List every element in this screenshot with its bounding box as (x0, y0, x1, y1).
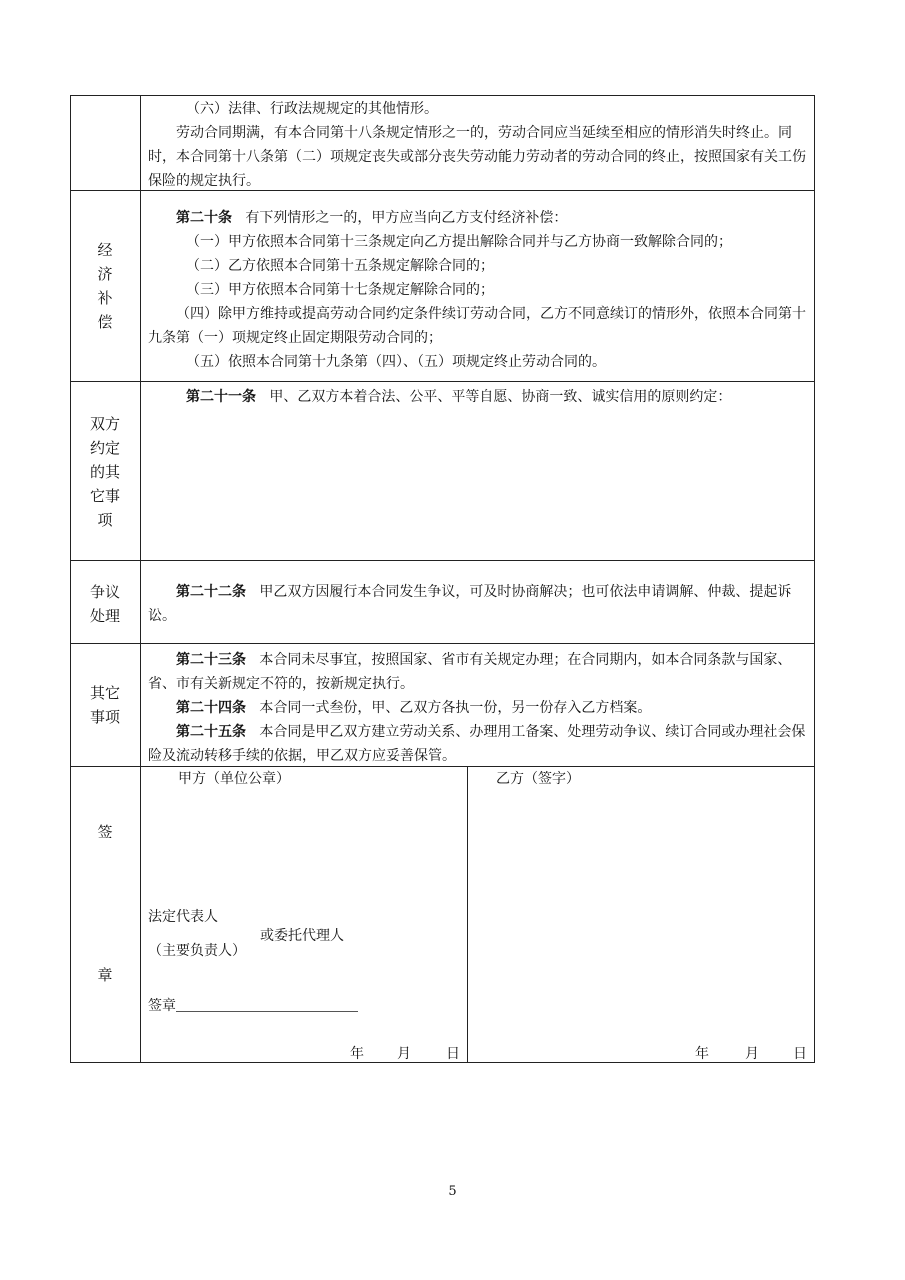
article-text: 本合同一式叁份，甲、乙双方各执一份，另一份存入乙方档案。 (259, 700, 652, 716)
label-char: 补 (97, 289, 113, 307)
label-line: 事项 (89, 708, 120, 726)
legal-representative: 法定代表人 (148, 909, 218, 925)
label-line: 它事 (89, 487, 120, 505)
party-b-label: 乙方（签字） (496, 771, 580, 787)
other-agreements-content (148, 385, 810, 409)
other-matters-content (148, 648, 810, 768)
dispute-content (148, 580, 810, 628)
article-number: 第二十一条 (186, 389, 256, 405)
label-line: 约定 (89, 439, 120, 457)
party-a-year: 年 (350, 1046, 364, 1062)
row-label-sign-bottom: 章 (97, 966, 113, 984)
article-text: 本合同未尽事宜，按照国家、省市有关规定办理；在合同期内，如本合同条款与国家、省、市有关新规定不符的，按新规定执行。 (148, 652, 792, 692)
article-number: 第二十四条 (176, 700, 246, 716)
party-b-month: 月 (745, 1046, 759, 1062)
article-number: 第二十条 (176, 210, 232, 226)
party-a-day: 日 (446, 1046, 460, 1062)
label-char: 偿 (97, 313, 113, 331)
compensation-item-3: （三）甲方依照本合同第十七条规定解除合同的； (186, 282, 494, 298)
label-line: 争议 (89, 583, 120, 601)
article-number: 第二十二条 (176, 584, 246, 600)
label-line: 其它 (89, 684, 120, 702)
seal-blank (176, 997, 358, 1012)
contract-expiry-clause: 劳动合同期满，有本合同第十八条规定情形之一的，劳动合同应当延续至相应的情形消失时终止。同时，本合同第十八条第（二）项规定丧失或部分丧失劳动能力劳动者的劳动合同的终止，按照国家有关工伤保险的规定执行。 (148, 125, 806, 189)
article-text: 有下列情形之一的，甲方应当向乙方支付经济补偿： (245, 210, 568, 226)
termination-continuation (148, 97, 810, 193)
article-24 (148, 696, 810, 720)
label-line: 的其 (89, 463, 120, 481)
label-char: 经 (97, 241, 113, 259)
article-23 (148, 648, 810, 696)
party-b-day: 日 (793, 1046, 807, 1062)
seal-label: 签章 (148, 998, 176, 1014)
row-label-sign-top: 签 (97, 823, 113, 841)
row-divider (70, 560, 815, 561)
party-a-label: 甲方（单位公章） (178, 771, 290, 787)
compensation-item-2: （二）乙方依照本合同第十五条规定解除合同的； (186, 258, 494, 274)
article-number: 第二十三条 (176, 652, 246, 668)
label-char: 济 (97, 265, 113, 283)
compensation-item-1: （一）甲方依照本合同第十三条规定向乙方提出解除合同并与乙方协商一致解除合同的； (186, 234, 732, 250)
article-text: 甲乙双方因履行本合同发生争议，可及时协商解决；也可依法申请调解、仲裁、提起诉讼。 (148, 584, 792, 624)
label-line: 处理 (89, 607, 120, 625)
label-column-divider (140, 95, 141, 1063)
clause-item-six: （六）法律、行政法规规定的其他情形。 (186, 101, 438, 117)
seal-line (148, 995, 358, 1017)
article-21 (148, 385, 810, 409)
table-right-border (814, 95, 815, 1063)
article-text: 本合同是甲乙双方建立劳动关系、办理用工备案、处理劳动争议、续订合同或办理社会保险及流动转移手续的依据，甲乙双方应妥善保管。 (148, 724, 806, 764)
row-label-compensation (70, 238, 140, 334)
entrusted-agent: 或委托代理人 (260, 928, 344, 944)
row-divider (70, 381, 815, 382)
signature-column-divider (467, 766, 468, 1062)
row-label-other-agreements (70, 412, 140, 532)
party-a-month: 月 (397, 1046, 411, 1062)
compensation-item-4: （四）除甲方维持或提高劳动合同约定条件续订劳动合同，乙方不同意续订的情形外，依照本合同第十九条第（一）项规定终止固定期限劳动合同的； (148, 306, 806, 346)
article-text: 甲、乙双方本着合法、公平、平等自愿、协商一致、诚实信用的原则约定： (269, 389, 732, 405)
party-b-year: 年 (695, 1046, 709, 1062)
article-20 (148, 206, 810, 230)
row-label-dispute (70, 580, 140, 628)
compensation-content (148, 206, 810, 374)
row-divider (70, 643, 815, 644)
compensation-item-5: （五）依照本合同第十九条第（四）、（五）项规定终止劳动合同的。 (186, 354, 606, 370)
label-line: 项 (97, 511, 113, 529)
article-22 (148, 580, 810, 628)
page-number: 5 (448, 1184, 457, 1199)
label-line: 双方 (89, 415, 120, 433)
row-label-other-matters (70, 681, 140, 729)
main-responsible-person: （主要负责人） (148, 943, 246, 959)
table-top-border (70, 95, 815, 96)
article-number: 第二十五条 (176, 724, 246, 740)
article-25 (148, 720, 810, 768)
